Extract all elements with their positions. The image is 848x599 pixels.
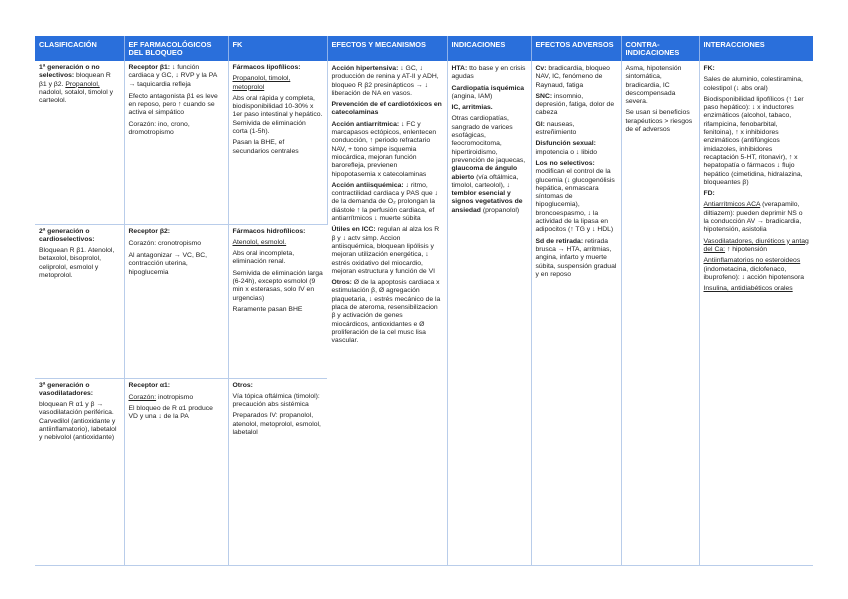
inter-fk-p1: Sales de aluminio, colestiramina, colestipol (↓ abs oral): [703, 76, 803, 92]
fk-hidrofilicos-p1: Abs oral incompleta, eliminación renal.: [232, 250, 295, 266]
adv-p4-text: impotencia o ↓ libido: [535, 148, 598, 156]
cell-fk-3: [228, 378, 327, 565]
inter-fd-l4: Insulina, antidiabéticos orales: [703, 285, 793, 293]
beta-blockers-table: [35, 36, 813, 566]
inter-fd-p2: ↑ hipotensión: [726, 245, 767, 253]
header-row: [35, 36, 813, 61]
receptor-b1-note: Efecto antagonista β1 es leve en reposo, pero ↑ cuando se activa el simpático: [128, 92, 218, 117]
indic-p1-text: tto base y en crisis agudas: [451, 65, 526, 81]
inter-fk-p2: Biodisponibilidad lipofílicos (↑ 1er paso hepático): ↓ x inductores enzimáticos (alcohol, tabaco, rifampicina, fenobarbital, fenitoina), ↑ x inhibidores enzimáticos (antifúngicos imidazoles, inhibidores recaptación 5-HT, ritonavir), ↑ x hepatopatía o fármacos ↓ flujo hepático (cimetidina, hidralazina, bloqueantes β): [703, 95, 804, 186]
receptor-a1-inotropismo: inotropismo: [157, 393, 194, 401]
indic-p1-title: HTA:: [451, 65, 468, 72]
gen2-text: Bloquean R β1. Atenolol, betaxolol, bisoprolol, celiprolol, esmolol y metoprolol.: [39, 247, 115, 279]
receptor-a1-bloqueo: El bloqueo de R α1 produce VD y una ↓ de la PA: [128, 405, 213, 421]
gen3-title: 3ª generación o vasodilatadores:: [39, 381, 94, 397]
fk-lipofilicos-p2: Pasan la BHE, ef secundarios centrales: [232, 139, 299, 155]
header-ef-farmacologicos: EF FARMACOLÓGICOS DEL BLOQUEO: [124, 36, 228, 61]
fk-otros-p2: Preparados IV: propanolol, atenolol, metoprolol, esmolol, labetalol: [232, 412, 321, 436]
cell-adversos: [531, 61, 621, 565]
receptor-b2-corazon: Corazón: cronotropismo: [128, 239, 202, 247]
adv-p5-text: modifican el control de la glucemia (↓ glucogenólisis hepática, enmascara síntomas de hipoglucemia), broncoespasmo, ↓ la actividad de la lipasa en adipocitos (↑ TG y ↓ HDL): [535, 168, 615, 234]
fk-otros-p1: Vía tópica oftálmica (timolol): precaución abs sistémica: [232, 392, 320, 409]
efectos-p3-text: ↓ FC y marcapasos ectópicos, enlentecen conducción, ↑ periodo refractario NAV, + tono simpe isquemia miocárdica, mejoran función barorefleja, previenen hipopotasemia x catecolaminas: [331, 120, 437, 178]
adv-p5-title: Los no selectivos:: [535, 159, 595, 167]
efectos-p4-text: ↓ ritmo, contractilidad cardiaca y PAS que ↓ de la demanda de O₂ prolongan la diástole ↑ la perfusión cardiaca, ef antiarrítmicos ↓ muerte súbita: [331, 181, 438, 223]
inter-fd-title: FD:: [703, 190, 715, 198]
cell-clasificacion-1: [35, 61, 124, 224]
cell-ef-2: [124, 224, 228, 378]
fk-lipofilicos-p1: Abs oral rápida y completa, biodisponibilidad 10-30% x 1er paso intestinal y hepático. Semivida de eliminación corta (1-5h).: [232, 94, 323, 136]
cell-fk-2: [228, 224, 327, 378]
adv-p1-text: bradicardia, bloqueo NAV, IC, fenómeno de Raynaud, fatiga: [535, 65, 610, 89]
inter-fd-l3: Antiinflamatorios no esteroideos: [703, 257, 801, 265]
fk-hidrofilicos-drugs: Atenolol, esmolol.: [232, 238, 287, 246]
cell-efectos: [327, 61, 447, 565]
efectos-p6-title: Otros:: [331, 279, 352, 287]
inter-fd-p1: (verapamilo, diltiazem): pueden deprimir NS o la conducción AV → bradicardia, hipotensión, asistolia: [703, 201, 803, 234]
cell-ef-1: [124, 61, 228, 224]
header-efectos-mecanismos: EFECTOS Y MECANISMOS: [327, 36, 447, 61]
header-clasificacion: CLASIFICACIÓN: [35, 36, 124, 61]
efectos-p5-text: regulan al alza los R β y ↓ actv simp. Accion antiisquémica, bloquean lipólisis y mejoran utilización energética, ↓ estrés oxidativo del miocardio, mejoran estructura y función de VI: [331, 226, 440, 275]
adv-p4-title: Disfunción sexual:: [535, 140, 596, 148]
fk-lipofilicos-title: Fármacos lipofílicos:: [232, 64, 301, 71]
indic-p2-text: (angina, IAM): [451, 92, 493, 100]
indic-p4-temblor: temblor esencial y signos vegetativos de ansiedad: [451, 190, 523, 214]
fk-hidrofilicos-p2: Semivida de eliminación larga (6-24h), excepto esmolol (9 min x esterasas, solo IV en urgencias): [232, 269, 323, 302]
receptor-b1-text: ↓ función cardiaca y GC, ↓ RVP y la PA → taquicardia refleja: [128, 64, 217, 88]
receptor-b1-corazon: Corazón: ino, crono, dromotropismo: [128, 120, 190, 137]
fk-lipofilicos-drugs: Propanolol, timolol, metoprolol: [232, 75, 291, 91]
receptor-a1-title: Receptor α1:: [128, 381, 171, 389]
indic-p3-title: IC, arritmias.: [451, 104, 493, 112]
contra-p1: Asma, hipotensión sintomática, bradicardia, IC descompensada severa.: [625, 65, 682, 106]
receptor-b1-title: Receptor β1:: [128, 64, 171, 71]
inter-fd-l2: Vasodilatadores, diuréticos y antag del Ca:: [703, 237, 809, 253]
cell-fk-1: [228, 61, 327, 224]
adv-p6-text: retirada brusca → HTA, arritmias, angina, infarto y muerte súbita, suspensión gradual y en reposo: [535, 237, 617, 278]
adv-p3-title: GI:: [535, 120, 545, 128]
indic-p4-glaucoma: glaucoma de ángulo abierto: [451, 165, 518, 181]
adv-p3-text: nauseas, estreñimiento: [535, 120, 577, 137]
header-interacciones: INTERACCIONES: [699, 36, 813, 61]
cell-contraindicaciones: [621, 61, 699, 565]
indic-p4-text: Otras cardiopatías, sangrado de varices esofágicas, feocromocitoma, hipertiroidismo, prevención de jaquecas,: [451, 115, 526, 164]
gen1-text-b: nadolol, sotalol, timolol y carteolol.: [39, 88, 114, 105]
adv-p2-text: insomnio, depresión, fatiga, dolor de cabeza: [535, 92, 615, 117]
efectos-p6-text: Ø de la apoptosis cardiaca x estimulación β, Ø agregación plaquetaria, ↓ estrés mecánico de la placa de ateroma, resensibilizacion β y activación de genes miocárdicos, antioxidantes e Ø proliferación de la cel musc lisa vascular.: [331, 279, 441, 345]
gen1-title: 1ª generación o no selectivos:: [39, 64, 100, 80]
fk-hidrofilicos-title: Fármacos hidrofílicos:: [232, 227, 306, 235]
header-efectos-adversos: EFECTOS ADVERSOS: [531, 36, 621, 61]
header-contraindicaciones: CONTRA-INDICACIONES: [621, 36, 699, 61]
cell-clasificacion-3: [35, 378, 124, 565]
adv-p2-title: SNC:: [535, 92, 553, 100]
cell-clasificacion-2: [35, 224, 124, 378]
pharmacology-table-page: [35, 36, 813, 565]
inter-fk-title: FK:: [703, 65, 715, 72]
table-row: [35, 61, 813, 224]
efectos-p1-text: ↓ GC, ↓ producción de renina y AT-II y ADH, bloqueo R β2 presinápticos → ↓ liberación de NA en vasos.: [331, 65, 439, 97]
fk-hidrofilicos-p3: Raramente pasan BHE: [232, 305, 303, 313]
efectos-p5-title: Útiles en ICC:: [331, 226, 376, 234]
gen1-link: Propanolol,: [65, 80, 100, 88]
cell-interacciones: [699, 61, 813, 565]
efectos-p3-title: Acción antiarrítmica:: [331, 120, 400, 128]
inter-fd-p3: (indometacina, diclofenaco, ibuprofeno): ↓ acción hipotensora: [703, 265, 805, 281]
header-indicaciones: INDICACIONES: [447, 36, 531, 61]
indic-p2-title: Cardiopatía isquémica: [451, 84, 525, 92]
indic-p4-t3: (propanolol): [482, 206, 520, 214]
adv-p1-title: Cv:: [535, 65, 547, 72]
efectos-p4-title: Acción antiisquémica:: [331, 181, 404, 189]
header-fk: FK: [228, 36, 327, 61]
fk-otros-title: Otros:: [232, 381, 253, 389]
gen1-text-a: bloquean R β1 y β2.: [39, 72, 111, 88]
cell-indicaciones: [447, 61, 531, 565]
receptor-a1-corazon: Corazón:: [128, 393, 157, 401]
receptor-b2-antagonizar: Al antagonizar → VC, BC, contracción uterina, hipoglucemia: [128, 252, 208, 276]
cell-ef-3: [124, 378, 228, 565]
efectos-p2-title: Prevención de ef cardiotóxicos en catecolaminas: [331, 101, 442, 117]
contra-p2: Se usan si beneficios terapéuticos > riesgos de ef adversos: [625, 109, 693, 134]
inter-fd-l1: Antiarrítmicos ACA: [703, 201, 761, 209]
gen2-title: 2ª generación o cardioselectivos:: [39, 227, 95, 243]
gen3-text: bloquean R α1 y β → vasodilatación periférica. Carvedilol (antioxidante y antiinflamatorio), labetalol y nebivolol (antioxidante): [39, 401, 117, 442]
indic-p4-t2: (vía oftálmica, timolol, carteolol), ↓: [451, 173, 519, 189]
adv-p6-title: Sd de retirada:: [535, 237, 584, 245]
efectos-p1-title: Acción hipertensiva:: [331, 65, 399, 72]
receptor-b2-title: Receptor β2:: [128, 227, 171, 235]
